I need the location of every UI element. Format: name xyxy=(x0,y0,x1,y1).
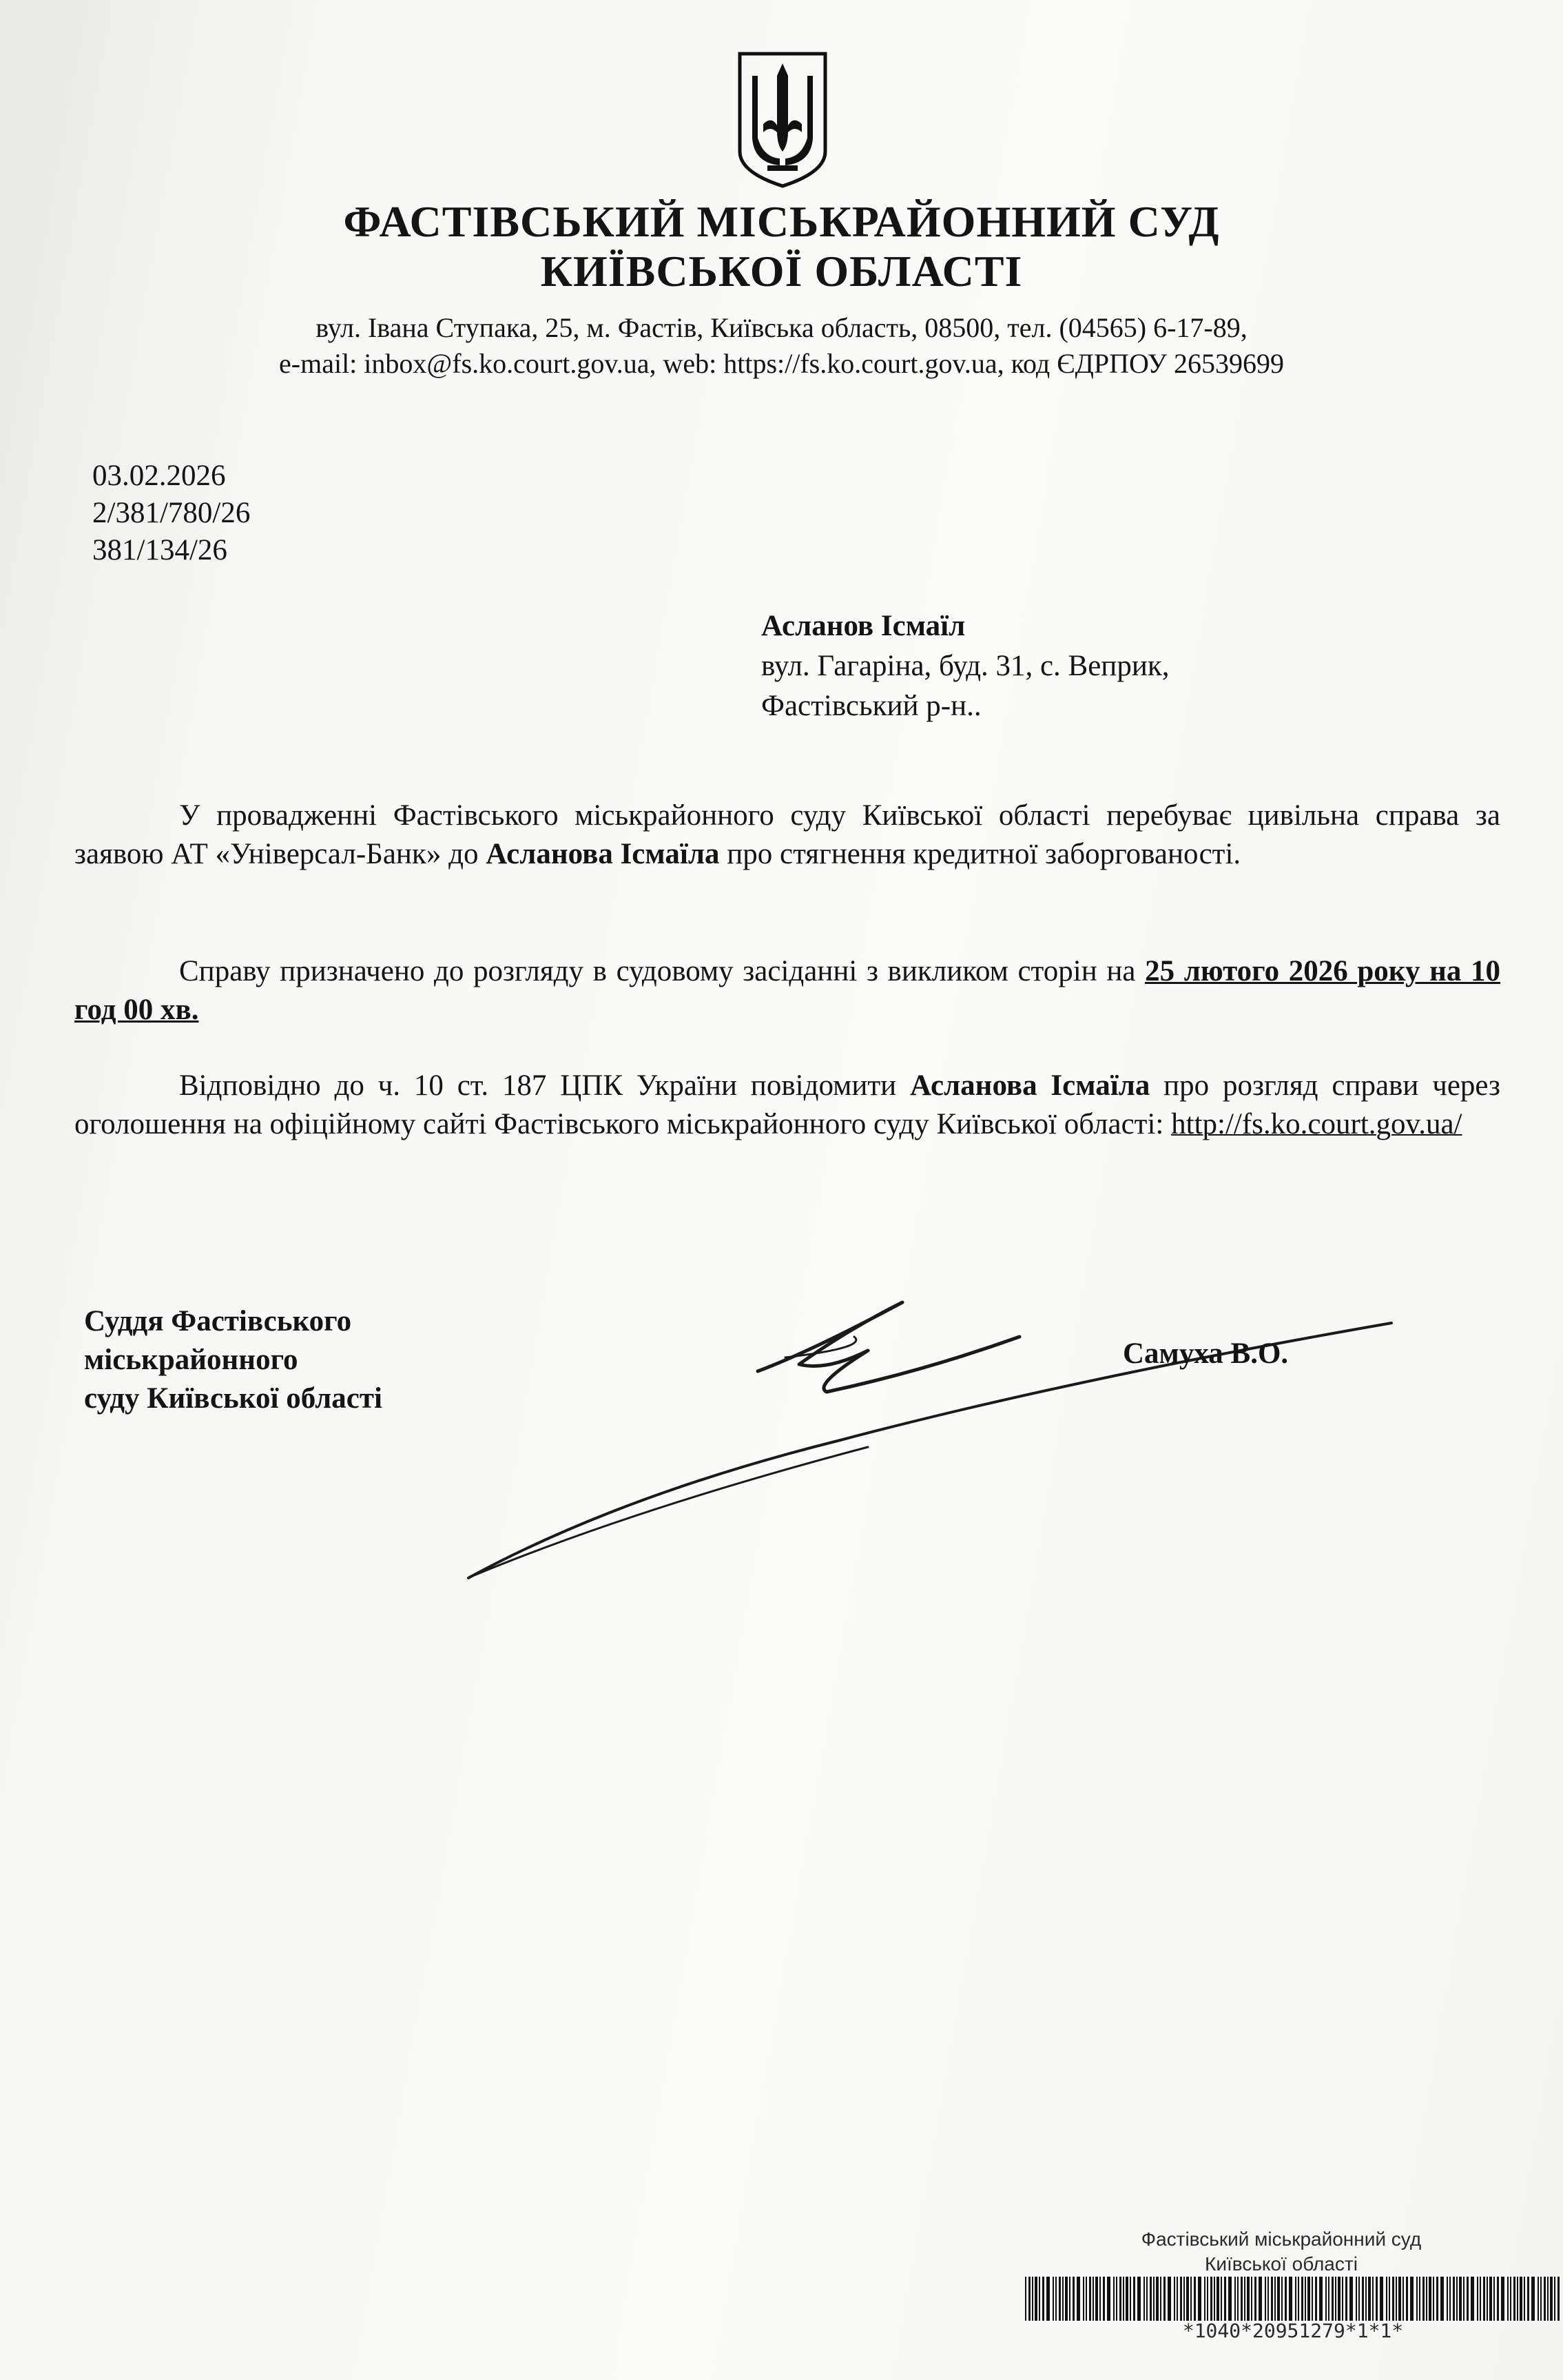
barcode-bar xyxy=(1244,2277,1245,2321)
barcode-bar xyxy=(1480,2277,1481,2321)
barcode-bar xyxy=(1251,2277,1252,2321)
barcode-bar xyxy=(1224,2277,1226,2321)
barcode-bar xyxy=(1325,2277,1327,2321)
barcode-bar xyxy=(1059,2277,1061,2321)
barcode-bar xyxy=(1429,2277,1431,2321)
barcode-bar xyxy=(1305,2277,1306,2321)
barcode-bar xyxy=(1281,2277,1283,2321)
court-title-line1: ФАСТІВСЬКИЙ МІСЬКРАЙОННИЙ СУД xyxy=(343,197,1220,246)
barcode-bar xyxy=(1501,2277,1504,2321)
barcode-bar xyxy=(1416,2277,1418,2321)
barcode-bar xyxy=(1168,2277,1171,2321)
barcode-bar xyxy=(1319,2277,1323,2321)
barcode-bar xyxy=(1237,2277,1239,2321)
paragraph-hearing: Справу призначено до розгляду в судовому засіданні з викликом сторін на 25 лютого 2026 року на 10 год 00 хв. xyxy=(74,955,1500,1026)
barcode-bar xyxy=(1095,2277,1098,2321)
barcode-bar xyxy=(1497,2277,1499,2321)
barcode-bar xyxy=(1376,2277,1378,2321)
barcode-bar xyxy=(1338,2277,1341,2321)
barcode-bar xyxy=(1315,2277,1317,2321)
barcode-bar xyxy=(1557,2277,1560,2321)
barcode-bar xyxy=(1190,2277,1192,2321)
barcode-bar xyxy=(1113,2277,1115,2321)
paragraph-case-info: У провадженні Фастівського міськрайонного суду Київської області перебуває цивільна справа за заявою АТ «Універсал-Банк» до Асланова Ісмаїла про стягнення кредитної заборгованості. xyxy=(74,799,1500,870)
barcode-bar xyxy=(1380,2277,1383,2321)
barcode-bar xyxy=(1194,2277,1196,2321)
barcode-bar xyxy=(1289,2277,1292,2321)
barcode-bar xyxy=(1453,2277,1455,2321)
barcode-bar xyxy=(1477,2277,1478,2321)
barcode-number: *1040*20951279*1*1* xyxy=(1182,2319,1404,2342)
barcode-bar xyxy=(1156,2277,1159,2321)
barcode-bar xyxy=(1089,2277,1091,2321)
barcode-bar xyxy=(1083,2277,1084,2321)
barcode-bar xyxy=(1419,2277,1420,2321)
barcode-bar xyxy=(1362,2277,1364,2321)
barcode-bar xyxy=(1507,2277,1509,2321)
barcode-bar xyxy=(1042,2277,1044,2321)
document-references xyxy=(92,458,250,569)
court-contacts: e-mail: inbox@fs.ko.court.gov.ua, web: https://fs.ko.court.gov.ua, код ЄДРПОУ 26539699 xyxy=(279,348,1284,379)
barcode-bar xyxy=(1274,2277,1276,2321)
barcode-bar xyxy=(1483,2277,1485,2321)
outgoing-number: 2/381/780/26 xyxy=(92,497,251,529)
barcode-bar xyxy=(1073,2277,1075,2321)
recipient-district: Фастівський р-н.. xyxy=(761,690,982,722)
barcode-bar xyxy=(1053,2277,1054,2321)
barcode-bar xyxy=(1065,2277,1068,2321)
barcode-bar xyxy=(1335,2277,1336,2321)
barcode-bar xyxy=(1298,2277,1299,2321)
barcode-bar xyxy=(1046,2277,1050,2321)
barcode-bar xyxy=(1449,2277,1451,2321)
barcode-bar xyxy=(1513,2277,1515,2321)
barcode-bar xyxy=(1093,2277,1094,2321)
barcode-bar xyxy=(1254,2277,1256,2321)
barcode-bar xyxy=(1198,2277,1201,2321)
barcode-bar xyxy=(1277,2277,1280,2321)
barcode-bar xyxy=(1069,2277,1070,2321)
barcode-bar xyxy=(1143,2277,1145,2321)
barcode-bar xyxy=(1271,2277,1273,2321)
barcode-bar xyxy=(1214,2277,1215,2321)
barcode-bar xyxy=(1440,2277,1444,2321)
barcode-bar xyxy=(1062,2277,1064,2321)
barcode-bar xyxy=(1077,2277,1080,2321)
barcode-bar xyxy=(1137,2277,1141,2321)
barcode-bar xyxy=(1163,2277,1166,2321)
barcode-bar xyxy=(1489,2277,1492,2321)
barcode-bar xyxy=(1372,2277,1374,2321)
barcode-bar xyxy=(1153,2277,1155,2321)
barcode-bar xyxy=(1520,2277,1522,2321)
barcode-bar xyxy=(1392,2277,1394,2321)
barcode-bar xyxy=(1146,2277,1148,2321)
barcode-bar xyxy=(1531,2277,1535,2321)
barcode-bar xyxy=(1295,2277,1296,2321)
barcode-bar xyxy=(1356,2277,1357,2321)
barcode-bar xyxy=(1544,2277,1546,2321)
barcode-bar xyxy=(1524,2277,1525,2321)
defendant-name: Асланова Ісмаїла xyxy=(486,838,720,870)
barcode-bar xyxy=(1133,2277,1135,2321)
barcode-bar xyxy=(1540,2277,1542,2321)
barcode-bar xyxy=(1285,2277,1287,2321)
barcode-bar xyxy=(1160,2277,1161,2321)
barcode-bar xyxy=(1025,2277,1026,2321)
barcode-bar xyxy=(1123,2277,1124,2321)
defendant-name-2: Асланова Ісмаїла xyxy=(909,1069,1150,1102)
barcode-bar xyxy=(1150,2277,1152,2321)
barcode-bar xyxy=(1126,2277,1128,2321)
barcode-bar xyxy=(1265,2277,1266,2321)
barcode-bar xyxy=(1398,2277,1401,2321)
barcode-bar xyxy=(1332,2277,1334,2321)
court-website-link[interactable]: http://fs.ko.court.gov.ua/ xyxy=(1171,1108,1462,1140)
barcode-bar xyxy=(1422,2277,1425,2321)
barcode-bar xyxy=(1267,2277,1269,2321)
barcode-bar xyxy=(1032,2277,1033,2321)
hearing-datetime: 25 лютого 2026 року на 10 год 00 хв. xyxy=(74,955,1500,1026)
barcode-bar xyxy=(1204,2277,1205,2321)
barcode-bar xyxy=(1410,2277,1414,2321)
barcode-bar xyxy=(1550,2277,1553,2321)
barcode-bar xyxy=(1328,2277,1329,2321)
barcode-bar xyxy=(1177,2277,1178,2321)
barcode-bar xyxy=(1406,2277,1408,2321)
barcode-bar xyxy=(1463,2277,1464,2321)
barcode-bar xyxy=(1119,2277,1121,2321)
barcode-bar xyxy=(1055,2277,1057,2321)
barcode-bar xyxy=(1426,2277,1427,2321)
barcode-bar xyxy=(1358,2277,1360,2321)
barcode-bar xyxy=(1386,2277,1387,2321)
barcode-bar xyxy=(1349,2277,1353,2321)
barcode-bar xyxy=(1035,2277,1037,2321)
case-number: 381/134/26 xyxy=(92,534,227,566)
barcode-bar xyxy=(1510,2277,1511,2321)
barcode-bar xyxy=(1241,2277,1243,2321)
barcode-bar xyxy=(1554,2277,1555,2321)
judge-title: Суддя Фастівського міськрайонного суду Київської області xyxy=(84,1305,382,1415)
barcode-bar xyxy=(1180,2277,1182,2321)
barcode-bar xyxy=(1456,2277,1458,2321)
barcode-bar xyxy=(1517,2277,1518,2321)
barcode-bar xyxy=(1234,2277,1236,2321)
trident-coat-of-arms-icon xyxy=(736,48,829,190)
barcode-bar xyxy=(1459,2277,1462,2321)
barcode-bar xyxy=(1402,2277,1404,2321)
barcode-bar xyxy=(1247,2277,1250,2321)
barcode-bar xyxy=(1174,2277,1175,2321)
barcode-bar xyxy=(1028,2277,1031,2321)
recipient-name: Асланов Ісмаїл xyxy=(761,610,966,642)
barcode-bar xyxy=(1207,2277,1208,2321)
recipient-street: вул. Гагаріна, буд. 31, с. Веприк, xyxy=(761,650,1170,682)
barcode-bar xyxy=(1301,2277,1303,2321)
barcode-bar xyxy=(1447,2277,1448,2321)
recipient-block xyxy=(761,606,1169,726)
barcode-bar xyxy=(1342,2277,1343,2321)
barcode-bar xyxy=(1221,2277,1222,2321)
barcode-bar xyxy=(1365,2277,1367,2321)
barcode-bar xyxy=(1186,2277,1189,2321)
barcode-bar xyxy=(1099,2277,1101,2321)
barcode-bar xyxy=(1107,2277,1110,2321)
stamp-region: Київської області xyxy=(1205,2253,1358,2275)
barcode-bar xyxy=(1493,2277,1495,2321)
barcode-bar xyxy=(1130,2277,1131,2321)
barcode-bar xyxy=(1039,2277,1040,2321)
judge-name: Самуха В.О. xyxy=(1123,1337,1289,1370)
barcode-bar xyxy=(1487,2277,1488,2321)
barcode-bar xyxy=(1467,2277,1469,2321)
barcode-bar xyxy=(1103,2277,1105,2321)
barcode-bar xyxy=(1527,2277,1529,2321)
barcode-bar xyxy=(1471,2277,1474,2321)
court-title-line2: КИЇВСЬКОЇ ОБЛАСТІ xyxy=(540,247,1023,296)
barcode-bar xyxy=(1396,2277,1397,2321)
stamp-court-name: Фастівський міськрайонний суд xyxy=(1141,2228,1422,2250)
barcode-bar xyxy=(1217,2277,1219,2321)
barcode-bar xyxy=(1345,2277,1347,2321)
document-date: 03.02.2026 xyxy=(92,460,226,492)
barcode-bar xyxy=(1259,2277,1262,2321)
barcode-bar xyxy=(1116,2277,1117,2321)
handwritten-signature xyxy=(455,1289,1419,1592)
barcode-bar xyxy=(1433,2277,1434,2321)
barcode-bar xyxy=(1086,2277,1087,2321)
barcode xyxy=(1024,2277,1562,2321)
paragraph-notification: Відповідно до ч. 10 ст. 187 ЦПК України повідомити Асланова Ісмаїла про розгляд справи через оголошення на офіційному сайті Фастівського міськрайонного суду Київської області: http://fs.ko.court.gov.ua/ xyxy=(74,1069,1500,1140)
court-address: вул. Івана Ступака, 25, м. Фастів, Київська область, 08500, тел. (04565) 6-17-89, xyxy=(315,312,1248,343)
barcode-bar xyxy=(1210,2277,1212,2321)
barcode-bar xyxy=(1307,2277,1310,2321)
barcode-bar xyxy=(1389,2277,1390,2321)
barcode-bar xyxy=(1183,2277,1185,2321)
barcode-bar xyxy=(1538,2277,1539,2321)
barcode-bar xyxy=(1547,2277,1549,2321)
barcode-bar xyxy=(1312,2277,1313,2321)
barcode-bar xyxy=(1228,2277,1232,2321)
barcode-bar xyxy=(1436,2277,1438,2321)
barcode-bar xyxy=(1368,2277,1371,2321)
